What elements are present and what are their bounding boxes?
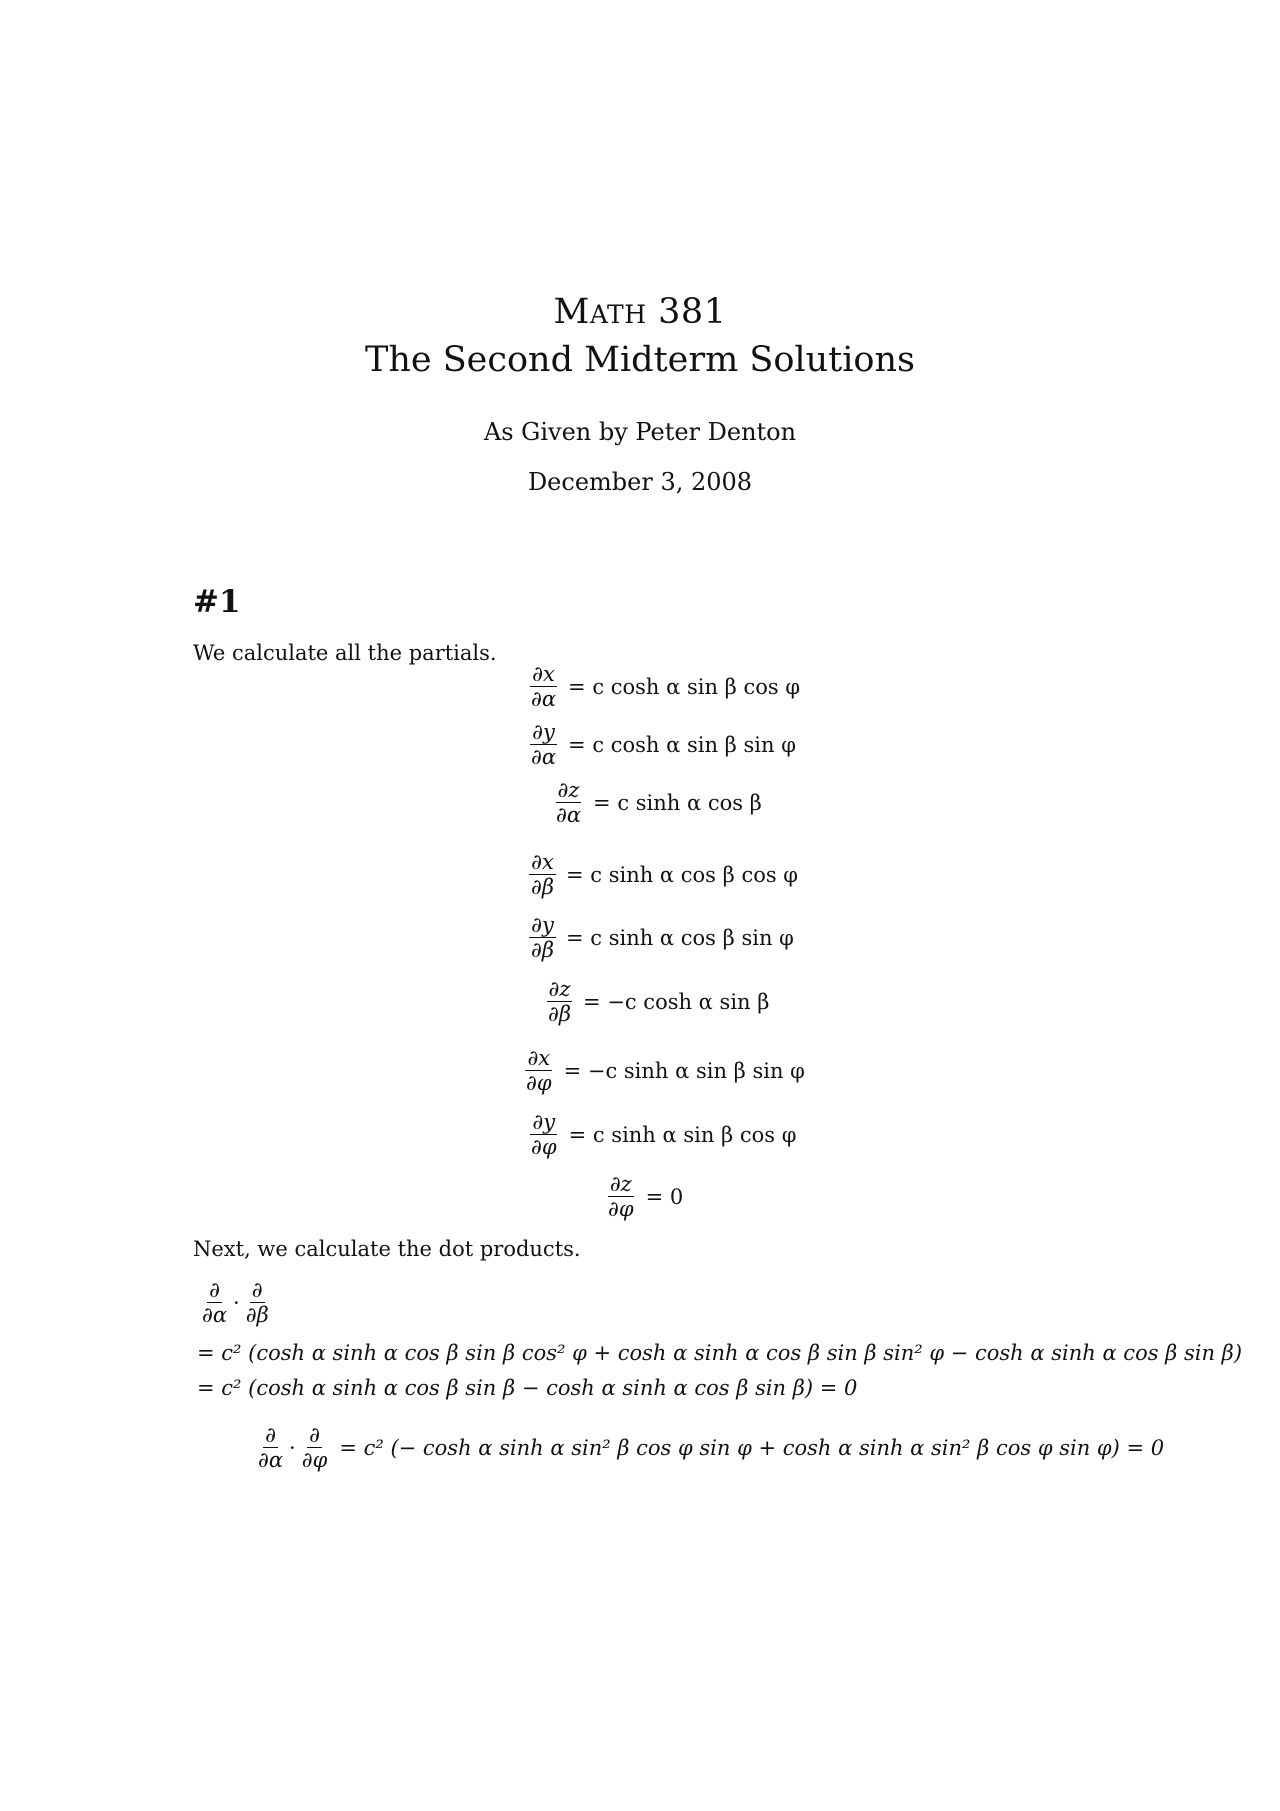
fraction — [256, 1423, 285, 1472]
fraction — [554, 778, 583, 827]
fraction-denominator: ∂β — [548, 1002, 571, 1027]
fraction — [529, 913, 556, 962]
fraction-denominator: ∂φ — [531, 1135, 557, 1160]
author-line: As Given by Peter Denton — [483, 418, 797, 446]
equation-rhs: = −c sinh α sin β sin φ — [563, 1058, 805, 1083]
fraction-numerator: ∂ — [309, 1423, 320, 1447]
fraction — [200, 1278, 229, 1327]
fraction-numerator: ∂z — [609, 1172, 632, 1196]
fraction-denominator: ∂φ — [301, 1448, 328, 1473]
fraction — [244, 1278, 271, 1327]
partial-equation — [525, 662, 800, 711]
fraction-numerator: ∂ — [265, 1423, 276, 1447]
fraction-numerator: ∂x — [531, 850, 554, 874]
fraction — [546, 977, 573, 1026]
fraction-denominator: ∂φ — [608, 1197, 634, 1222]
fraction — [524, 1046, 554, 1095]
partial-equation — [525, 720, 796, 769]
partial-equation — [550, 778, 762, 827]
course-title-text: Math 381 — [553, 292, 727, 332]
fraction-denominator: ∂β — [531, 938, 554, 963]
section-heading: #1 — [193, 584, 241, 620]
equation-rhs: = c cosh α sin β cos φ — [568, 674, 801, 699]
equation-rhs: = c sinh α cos β — [593, 790, 762, 815]
equation-rhs: = c² (− cosh α sinh α sin² β cos φ sin φ + cosh α sinh α sin² β cos φ sin φ) = 0 — [339, 1435, 1165, 1460]
document-subtitle: The Second Midterm Solutions — [364, 340, 916, 380]
dot-operator: · — [289, 1435, 296, 1460]
partial-equation — [525, 1110, 796, 1159]
equation-rhs: = 0 — [645, 1184, 684, 1209]
fraction-numerator: ∂ — [251, 1278, 263, 1302]
fraction-denominator: ∂φ — [526, 1071, 552, 1096]
fraction-denominator: ∂α — [531, 687, 557, 712]
partial-equation — [602, 1172, 683, 1221]
dot-product-line: = c² (cosh α sinh α cos β sin β cos² φ + cosh α sinh α cos β sin β sin² φ − cosh α sinh α cos β sin β) — [197, 1341, 1243, 1365]
dot-product-line: = c² (cosh α sinh α cos β sin β − cosh α sinh α cos β sin β) = 0 — [197, 1376, 858, 1400]
fraction-numerator: ∂ — [209, 1278, 220, 1302]
fraction — [529, 662, 558, 711]
next-paragraph: Next, we calculate the dot products. — [193, 1237, 581, 1261]
partial-equation — [542, 977, 769, 1026]
partial-equation — [525, 913, 794, 962]
fraction-denominator: ∂α — [202, 1303, 228, 1328]
equation-rhs: = c sinh α cos β sin φ — [566, 925, 794, 950]
fraction — [529, 1110, 559, 1159]
intro-paragraph: We calculate all the partials. — [193, 641, 497, 665]
fraction-numerator: ∂z — [548, 977, 571, 1001]
partial-equation — [525, 850, 798, 899]
fraction — [529, 720, 558, 769]
fraction-numerator: ∂y — [532, 1110, 556, 1134]
fraction-numerator: ∂x — [527, 1046, 551, 1070]
fraction-numerator: ∂z — [557, 778, 580, 802]
fraction-denominator: ∂α — [258, 1448, 284, 1473]
fraction-numerator: ∂y — [532, 720, 555, 744]
fraction-denominator: ∂β — [245, 1303, 269, 1328]
fraction-denominator: ∂α — [556, 803, 582, 828]
fraction — [529, 850, 556, 899]
date-line: December 3, 2008 — [527, 468, 753, 496]
equation-rhs: = c cosh α sin β sin φ — [568, 732, 796, 757]
equation-rhs: = −c cosh α sin β — [583, 989, 770, 1014]
fraction — [606, 1172, 636, 1221]
dot-product-equation — [252, 1423, 1164, 1472]
fraction-denominator: ∂β — [531, 875, 554, 900]
equation-rhs: = c sinh α cos β cos φ — [566, 862, 799, 887]
fraction-denominator: ∂α — [531, 745, 557, 770]
partial-equation — [520, 1046, 805, 1095]
fraction — [300, 1423, 330, 1472]
dot-operator: · — [233, 1290, 240, 1315]
equation-rhs: = c sinh α sin β cos φ — [568, 1122, 797, 1147]
dot-product-lhs — [196, 1278, 275, 1327]
fraction-numerator: ∂x — [532, 662, 555, 686]
fraction-numerator: ∂y — [531, 913, 554, 937]
course-title — [0, 292, 1280, 332]
